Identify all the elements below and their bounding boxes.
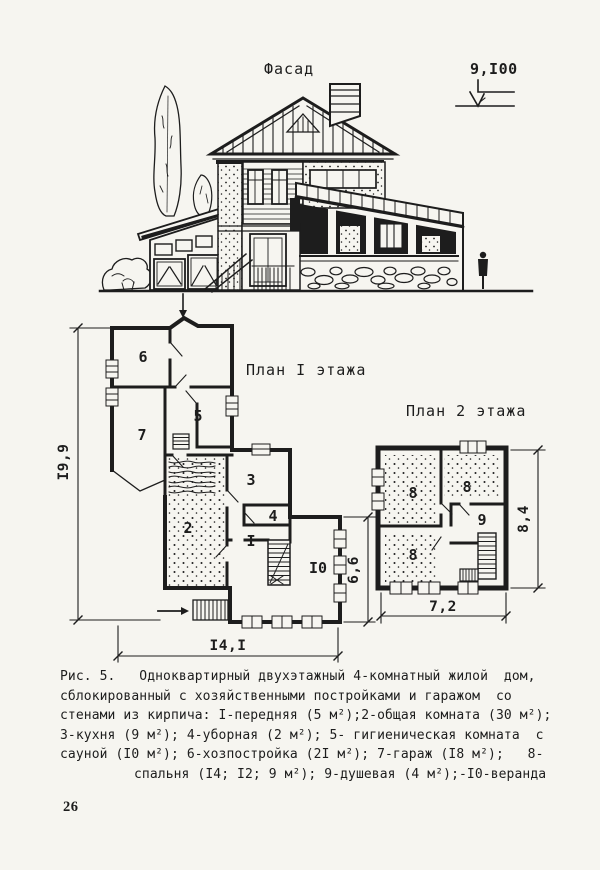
room-label-8b: 8: [462, 478, 472, 496]
room-label-9: 9: [477, 511, 487, 529]
dim-bottom-label: I4,I: [209, 638, 247, 654]
caption-line: спальня (I4; I2; 9 м²); 9-душевая (4 м²);-I0-веранда: [134, 766, 547, 782]
room-label-7: 7: [137, 426, 147, 444]
plan2-title: План 2 этажа: [406, 402, 527, 420]
plan1-title: План I этажа: [246, 361, 367, 379]
floor-plan-1: [55, 290, 385, 668]
elevation-value: 9,I00: [470, 60, 518, 78]
veranda-post: [366, 216, 374, 254]
page-number: 26: [63, 799, 79, 815]
caption-line: стенами из кирпича: I-передняя (5 м²);2-общая комната (30 м²);: [60, 708, 552, 723]
window-band: [310, 170, 376, 188]
entry-arrow-icon: [179, 294, 187, 318]
room-label-8c: 8: [408, 546, 418, 564]
room-label-8a: 8: [408, 484, 418, 502]
dim-left-label: I9,9: [56, 443, 72, 481]
tree-tall: [154, 86, 181, 216]
chimney: [330, 84, 360, 126]
room-label-3: 3: [246, 471, 256, 489]
figure-caption: [60, 667, 580, 784]
garage-door-swing: [112, 470, 165, 491]
upper-window: [248, 170, 263, 204]
floor-plan-2: [365, 425, 555, 640]
entrance-arrow-icon: [158, 607, 189, 615]
staircase: [268, 540, 290, 585]
person-figure: [478, 252, 488, 289]
room-label-1: I: [246, 532, 256, 550]
dim-right-label: 6,6: [346, 556, 362, 584]
facade-title: Фасад: [264, 60, 315, 78]
veranda-post: [408, 223, 416, 254]
room-label-2: 2: [183, 519, 193, 537]
tree-small: [193, 175, 211, 216]
room-label-5: 5: [193, 407, 203, 425]
dim-bottom-2-label: 7,2: [429, 599, 457, 615]
caption-line: 3-кухня (9 м²); 4-уборная (2 м²); 5- гигиеническая комната с: [60, 727, 544, 743]
veranda-window: [380, 224, 402, 248]
upper-window: [272, 170, 287, 204]
room-label-6: 6: [138, 348, 148, 366]
main-roof: [211, 98, 395, 164]
veranda-post: [328, 209, 336, 254]
facade-drawing: [88, 76, 538, 298]
entry-steps: [193, 600, 228, 620]
garage: [138, 208, 222, 290]
dim-right-2-label: 8,4: [516, 505, 532, 533]
bush: [102, 258, 151, 290]
staircase-2: [460, 533, 496, 581]
hall-steps: [173, 434, 189, 449]
room-label-4: 4: [268, 507, 278, 525]
room-label-10: I0: [308, 559, 328, 577]
caption-line: сауной (I0 м²); 6-хозпостройка (2I м²); 7-гараж (I8 м²); 8-: [60, 747, 544, 762]
caption-line: Рис. 5. Одноквартирный двухэтажный 4-комнатный жилой дом,: [60, 669, 536, 684]
caption-line: сблокированный с хозяйственными постройками и гаражом со: [60, 688, 512, 704]
